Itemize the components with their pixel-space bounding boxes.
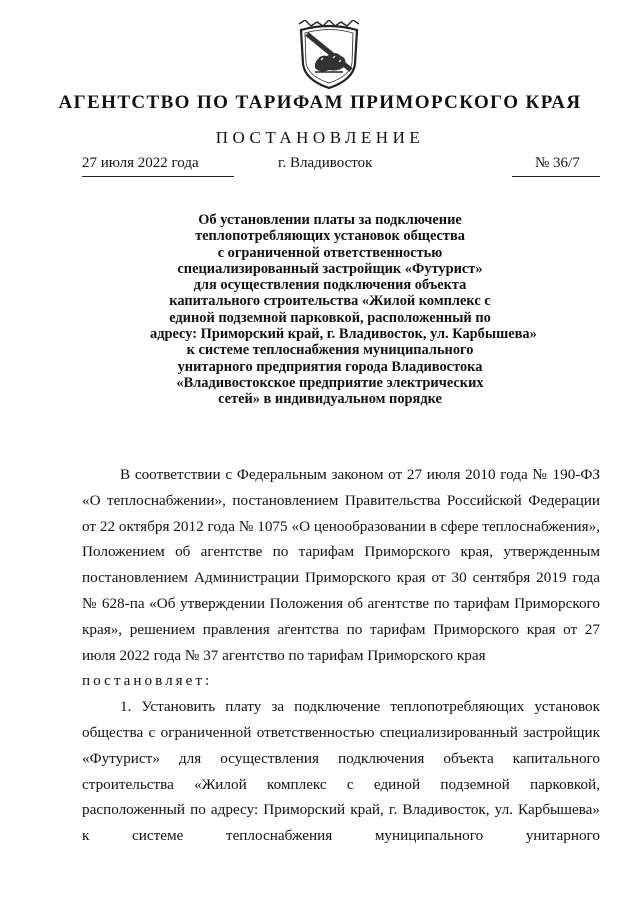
- document-type: ПОСТАНОВЛЕНИЕ: [215, 128, 425, 147]
- title-line: к системе теплоснабжения муниципального: [186, 342, 474, 359]
- document-city: г. Владивосток: [278, 155, 373, 171]
- item-1-paragraph: 1. Установить плату за подключение теплопотребляющих установок общества с ограниченной ответственностью специализированный застройщик «Футурист» для осуществления подключения объекта капитального строительства «Жилой комплекс с единой подземной парковкой, расположенный по адресу: Приморский край, г. Владивосток, ул. Карбышева» к системе теплоснабжения муниципального унитарного: [82, 698, 600, 845]
- date-underline: [82, 176, 234, 177]
- title-line: специализированный застройщик «Футурист»: [177, 260, 483, 277]
- number-underline: [512, 176, 600, 177]
- document-date: 27 июля 2022 года: [82, 155, 199, 171]
- title-line: для осуществления подключения объекта: [193, 277, 467, 294]
- coat-of-arms-icon: [297, 20, 361, 90]
- agency-name: АГЕНТСТВО ПО ТАРИФАМ ПРИМОРСКОГО КРАЯ: [58, 92, 582, 113]
- title-line: унитарного предприятия города Владивостока: [177, 358, 483, 375]
- title-line: теплопотребляющих установок общества: [195, 228, 465, 245]
- document-number: № 36/7: [535, 155, 580, 171]
- title-line: Об установлении платы за подключение: [198, 212, 462, 228]
- title-line: единой подземной парковкой, расположенный по: [169, 309, 491, 326]
- document-body: [82, 462, 600, 849]
- title-line: адресу: Приморский край, г. Владивосток, ул. Карбышева»: [150, 326, 537, 343]
- title-line: капитального строительства «Жилой комплекс с: [169, 293, 491, 310]
- document-title: [150, 212, 537, 408]
- resolves-word: постановляет:: [82, 672, 213, 690]
- title-line: «Владивостокское предприятие электрических: [176, 374, 484, 391]
- title-line: с ограниченной ответственностью: [217, 244, 443, 261]
- title-line: сетей» в индивидуальном порядке: [218, 391, 442, 408]
- preamble-paragraph: В соответствии с Федеральным законом от 27 июля 2010 года № 190-ФЗ «О теплоснабжении», постановлением Правительства Российской Федерации от 22 октября 2012 года № 1075 «О ценообразовании в сфере теплоснабжения», Положением об агентстве по тарифам Приморского края, утвержденным постановлением Администрации Приморского края от 30 сентября 2019 года № 628-па «Об утверждении Положения об агентстве по тарифам Приморского края», решением правления агентства по тарифам Приморского края от 27 июля 2022 года № 37 агентство по тарифам Приморского края: [82, 466, 600, 664]
